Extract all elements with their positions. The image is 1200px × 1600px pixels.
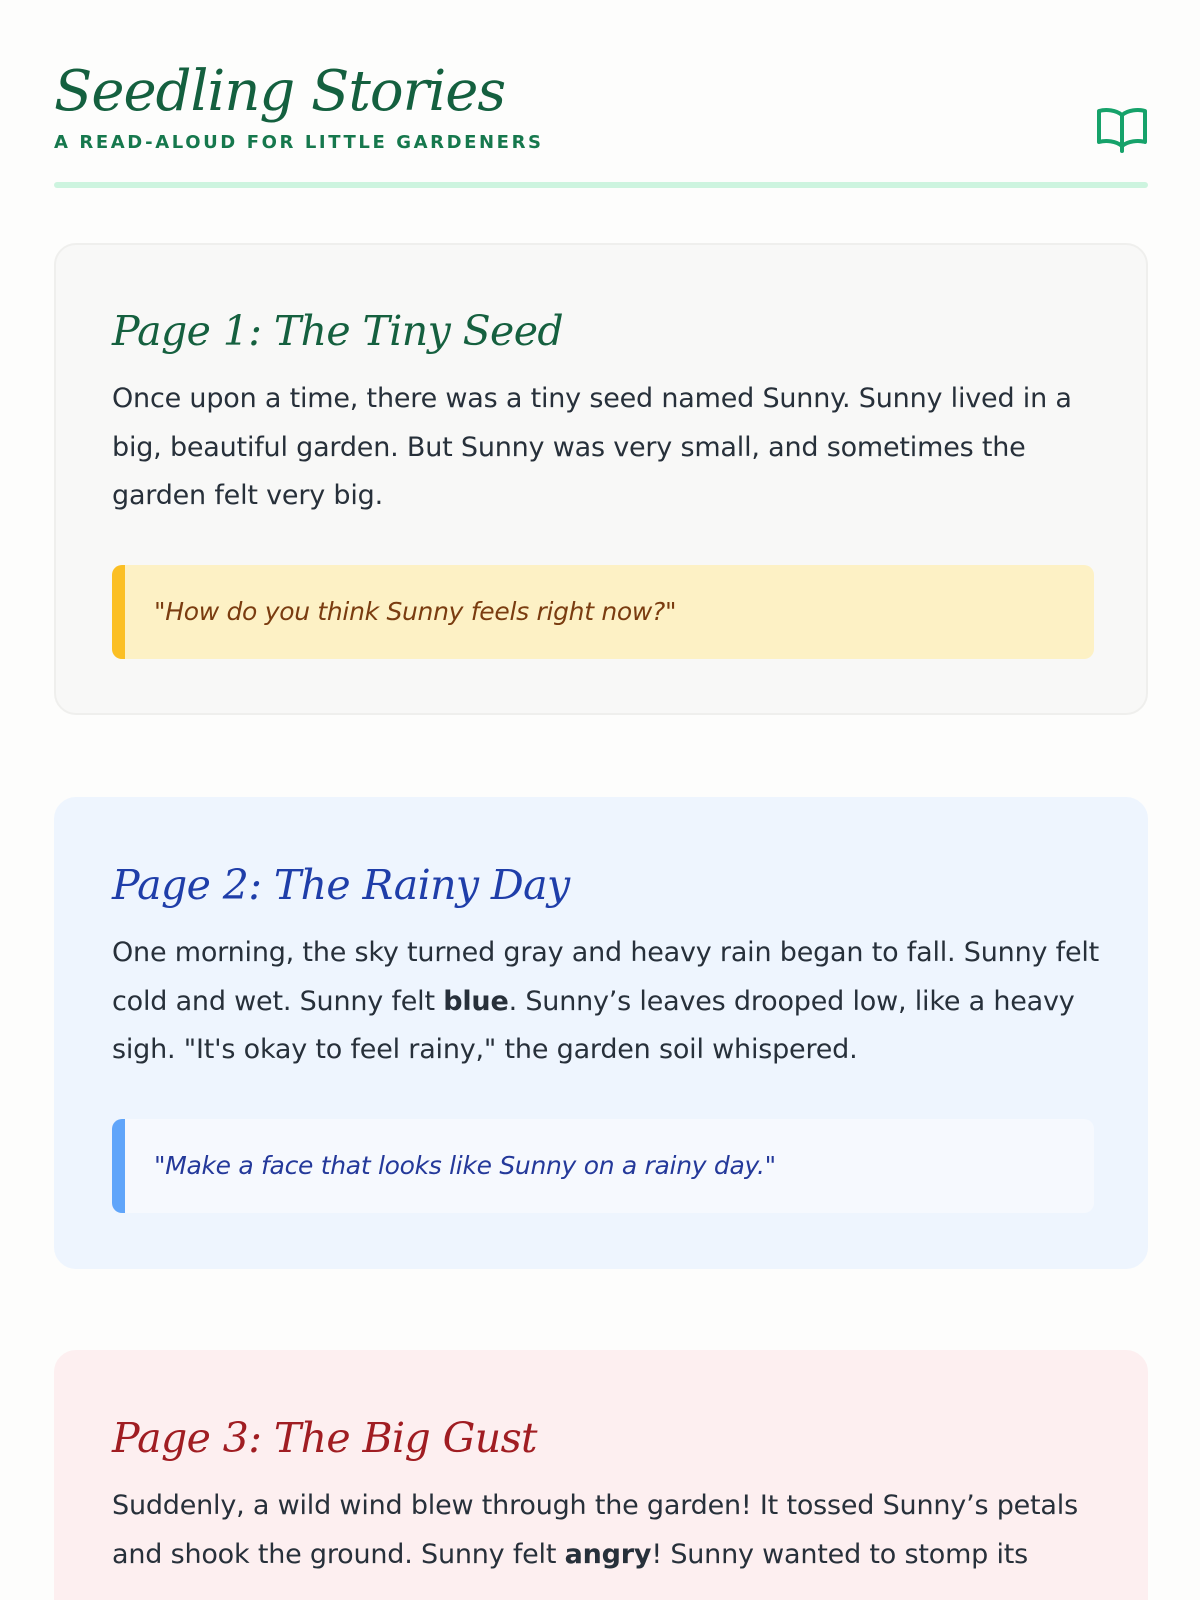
story-page-2 bbox=[54, 797, 1148, 1269]
page-text-part: Suddenly, a wild wind blew through the garden! It tossed Sunny’s petals and shook the ground. Sunny felt bbox=[112, 1490, 1078, 1570]
page-text bbox=[112, 375, 1102, 521]
story-page-1 bbox=[54, 243, 1148, 715]
page-header bbox=[54, 56, 1148, 188]
emotion-word: blue bbox=[443, 985, 509, 1017]
page-text-part: . Sunny’s leaves drooped low, like a heavy sigh. "It's okay to feel rainy," the garden soil whispered. bbox=[112, 985, 1075, 1065]
emotion-word: angry bbox=[564, 1538, 652, 1570]
prompt-text: "Make a face that looks like Sunny on a rainy day." bbox=[154, 1151, 776, 1180]
page-text-part: ! Sunny wanted to stomp its bbox=[651, 1538, 1029, 1570]
prompt-text: "How do you think Sunny feels right now?" bbox=[154, 597, 677, 626]
page-title: Page 1: The Tiny Seed bbox=[112, 307, 564, 355]
page-title: Page 2: The Rainy Day bbox=[112, 861, 570, 909]
site-subtitle: A READ-ALOUD FOR LITTLE GARDENERS bbox=[54, 132, 544, 153]
header-divider bbox=[54, 182, 1148, 188]
open-book-icon[interactable] bbox=[1096, 102, 1148, 154]
page-text bbox=[112, 1482, 1102, 1579]
page-text-part: Once upon a time, there was a tiny seed named Sunny. Sunny lived in a big, beautiful garden. But Sunny was very small, and sometimes the garden felt very big. bbox=[112, 383, 1072, 511]
page-text-part: One morning, the sky turned gray and heavy rain began to fall. Sunny felt cold and wet. Sunny felt bbox=[112, 937, 1100, 1017]
page-title: Page 3: The Big Gust bbox=[112, 1414, 537, 1462]
discussion-prompt bbox=[112, 1119, 1094, 1213]
site-title: Seedling Stories bbox=[54, 59, 506, 124]
discussion-prompt bbox=[112, 565, 1094, 659]
story-page-3 bbox=[54, 1350, 1148, 1600]
page-text bbox=[112, 929, 1102, 1075]
open-book-icon-graphic bbox=[1096, 102, 1148, 154]
